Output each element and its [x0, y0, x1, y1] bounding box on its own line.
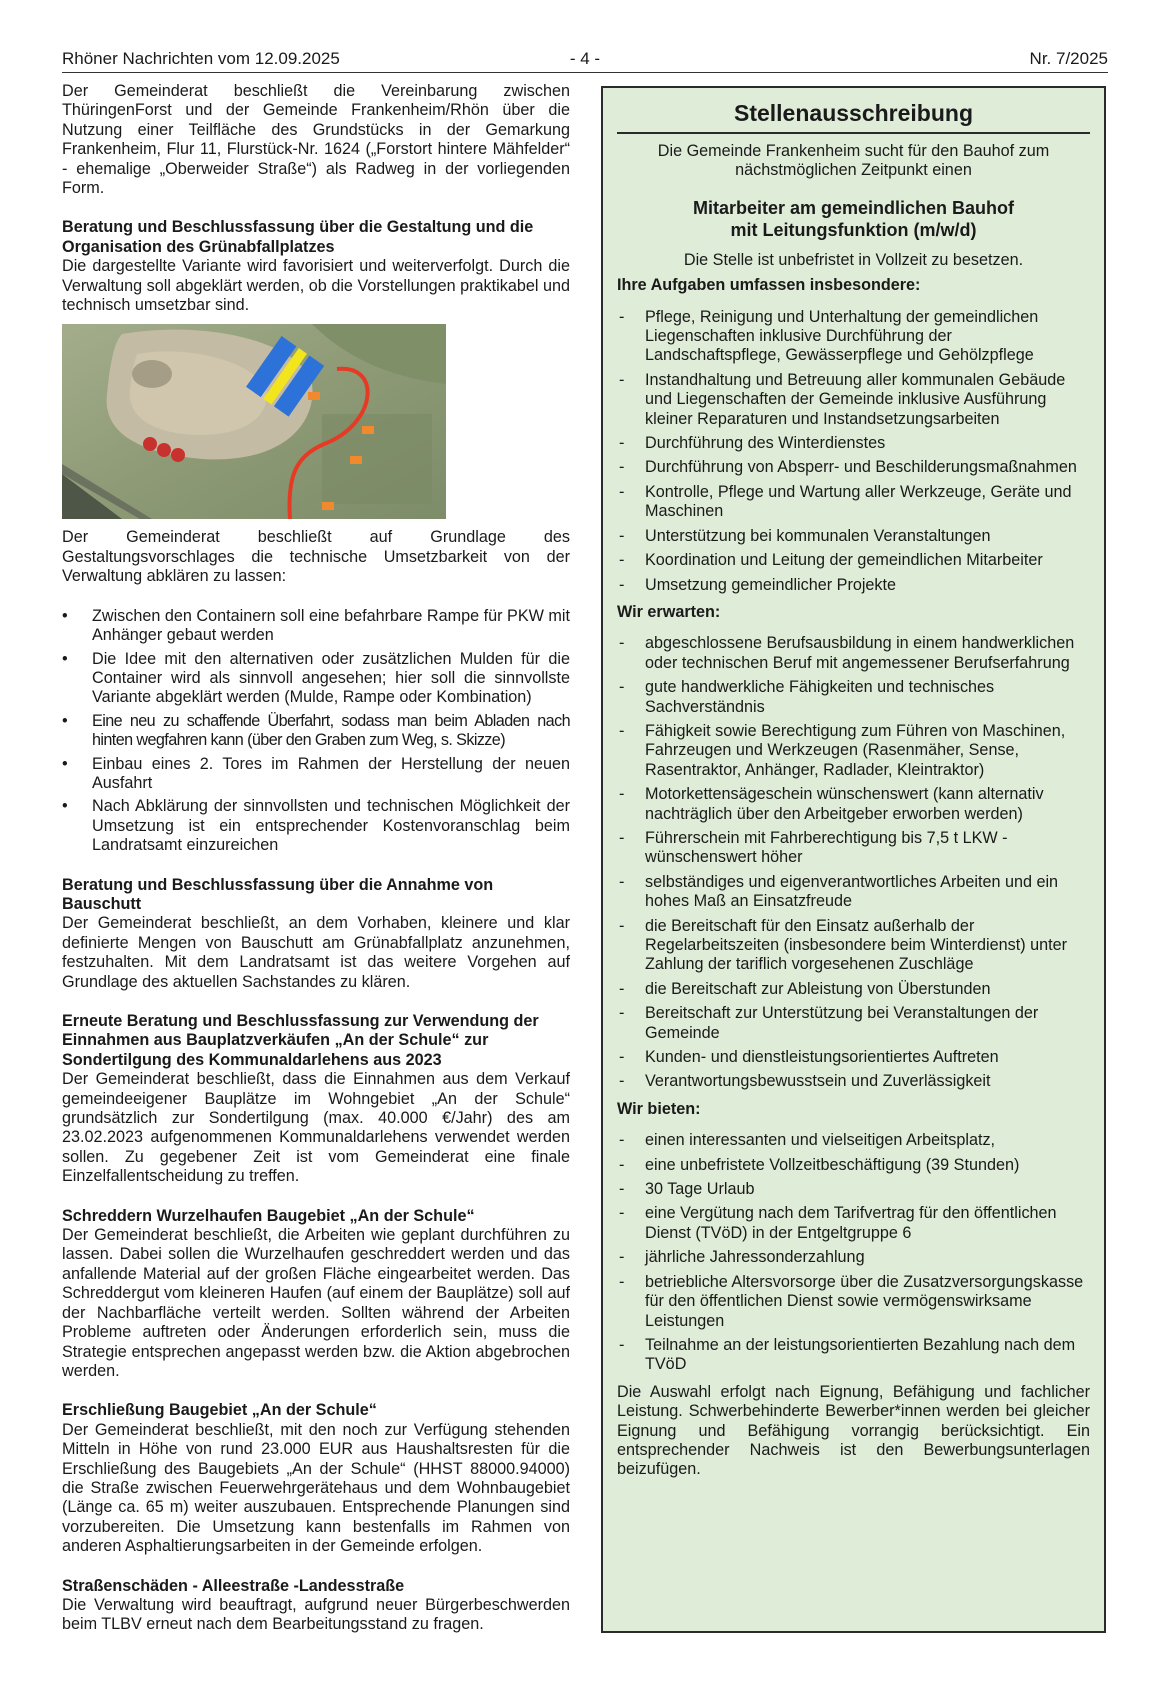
heading-bauschutt: Beratung und Beschlussfassung über die Annahme von Bauschutt	[62, 875, 494, 913]
dash-marker: -	[619, 458, 625, 477]
dash-marker: -	[619, 1131, 625, 1150]
bullet-marker: •	[62, 649, 68, 668]
list-item: - Durchführung von Absperr- und Beschilderungsmaßnahmen	[619, 458, 1077, 477]
dash-marker: -	[619, 721, 625, 740]
job-ad-title: Stellenausschreibung	[617, 98, 1090, 134]
list-item: - Durchführung des Winterdienstes	[619, 434, 886, 453]
list-item: - Umsetzung gemeindlicher Projekte	[619, 575, 897, 594]
list-item: - Kontrolle, Pflege und Wartung aller Werkzeuge, Geräte und Maschinen	[619, 482, 1072, 521]
site-aerial-photo	[62, 324, 446, 519]
dash-marker: -	[619, 1180, 625, 1199]
header-page-number: - 4 -	[569, 49, 601, 68]
list-item: • Nach Abklärung der sinnvollsten und technischen Möglichkeit der Umsetzung ist ein entsprechender Kostenvoranschlag beim Landratsamt einzureichen	[62, 797, 570, 855]
paragraph-gruenabfallplatz: Die dargestellte Variante wird favorisiert und weiterverfolgt. Durch die Verwaltung soll abgeklärt werden, ob die Vorstellungen praktikabel und technisch umsetzbar sind.	[62, 257, 570, 315]
dash-marker: -	[619, 526, 625, 545]
list-item: - Fähigkeit sowie Berechtigung zum Führen von Maschinen, Fahrzeugen und Werkzeugen (Rasenmäher, Sense, Rasentraktor, Anhänger, Radlader, Kleintraktor)	[619, 721, 1066, 779]
list-item: - 30 Tage Urlaub	[619, 1180, 755, 1199]
list-item: - Koordination und Leitung der gemeindlichen Mitarbeiter	[619, 551, 1043, 570]
list-item: • Zwischen den Containern soll eine befahrbare Rampe für PKW mit Anhänger gebaut werden	[62, 606, 570, 645]
list-item: - eine Vergütung nach dem Tarifvertrag für den öffentlichen Dienst (TVöD) in der Entgeltgruppe 6	[619, 1204, 1057, 1242]
tasks-list	[617, 308, 1090, 595]
dash-marker: -	[619, 1155, 625, 1174]
job-terms: Die Stelle ist unbefristet in Vollzeit zu besetzen.	[683, 250, 1024, 269]
list-item: • Die Idee mit den alternativen oder zusätzlichen Mulden für die Container wird als sinnvoll angesehen; hier soll die sinnvollste Variante abgeklärt werden (Mulde, Rampe oder Kombination)	[62, 649, 570, 707]
dash-marker: -	[619, 1004, 625, 1023]
dash-marker: -	[619, 1204, 625, 1223]
expectations-heading: Wir erwarten:	[617, 602, 721, 621]
paragraph-gestaltungsvorschlag: Der Gemeinderat beschließt auf Grundlage des Gestaltungsvorschlages die technische Umsetzbarkeit von der Verwaltung abklären zu lassen:	[62, 528, 570, 586]
offer-heading: Wir bieten:	[617, 1099, 701, 1118]
dash-marker: -	[619, 828, 625, 847]
dash-marker: -	[619, 785, 625, 804]
list-item: - die Bereitschaft für den Einsatz außerhalb der Regelarbeitszeiten (insbesondere beim Winterdienst) unter Zahlung der tariflich vorgesehenen Zuschläge	[619, 916, 1067, 974]
list-item: - Instandhaltung und Betreuung aller kommunalen Gebäude und Liegenschaften der Gemeinde inklusive Ausführung kleiner Reparaturen und Instandsetzungsarbeiten	[619, 370, 1066, 428]
job-title-line2: mit Leitungsfunktion (m/w/d)	[730, 219, 977, 240]
job-title-line1: Mitarbeiter am gemeindlichen Bauhof	[692, 197, 1015, 218]
bullet-marker: •	[62, 754, 68, 773]
list-item: - gute handwerkliche Fähigkeiten und technisches Sachverständnis	[619, 678, 995, 716]
heading-wurzelhaufen: Schreddern Wurzelhaufen Baugebiet „An der Schule“	[62, 1206, 475, 1225]
bullet-marker: •	[62, 797, 68, 816]
offer-list	[617, 1131, 1090, 1374]
paragraph-bauschutt: Der Gemeinderat beschließt, an dem Vorhaben, kleinere und klar definierte Mengen von Bauschutt am Grünabfallplatz anzunehmen, festzuhalten. Mit dem Landratsamt ist das weitere Vorgehen auf Grundlage des aktuellen Sachstandes zu klären.	[62, 914, 570, 991]
list-item: - abgeschlossene Berufsausbildung in einem handwerklichen oder technischen Beruf mit angemessener Berufserfahrung	[619, 634, 1075, 672]
list-item: - jährliche Jahressonderzahlung	[619, 1248, 865, 1267]
list-item: - eine unbefristete Vollzeitbeschäftigung (39 Stunden)	[619, 1155, 1020, 1174]
dash-marker: -	[619, 1272, 625, 1291]
dash-marker: -	[619, 551, 625, 570]
list-item: - Teilnahme an der leistungsorientierten Bezahlung nach dem TVöD	[619, 1335, 1076, 1374]
dash-marker: -	[619, 575, 625, 594]
dash-marker: -	[619, 678, 625, 697]
list-item: - Pflege, Reinigung und Unterhaltung der gemeindlichen Liegenschaften inklusive Durchführung der Landschaftspflege, Gewässerpflege und Gehölzpflege	[619, 307, 1039, 365]
heading-strassenschaeden: Straßenschäden - Alleestraße -Landesstraße	[62, 1576, 405, 1595]
list-item: - Motorkettensägeschein wünschenswert (kann alternativ nachträglich über den Arbeitgeber erworben werden)	[619, 785, 1044, 823]
heading-gruenabfallplatz: Beratung und Beschlussfassung über die Gestaltung und die Organisation des Grünabfallplatzes	[62, 218, 534, 256]
dash-marker: -	[619, 482, 625, 501]
paragraph-bauplatzverkaeufe: Der Gemeinderat beschließt, dass die Einnahmen aus dem Verkauf gemeindeeigener Bauplätze im Wohngebiet „An der Schule“ grundsätzlich zur Sondertilgung (max. 40.000 €/Jahr) des am 23.02.2023 aufgenommenen Kommunaldarlehens verwendet werden sollen. Zu gegebener Zeit ist vom Gemeinderat eine finale Einzelfallentscheidung zu treffen.	[62, 1070, 570, 1186]
list-item: - die Bereitschaft zur Ableistung von Überstunden	[619, 979, 991, 998]
dash-marker: -	[619, 1048, 625, 1067]
bullet-marker: •	[62, 606, 68, 625]
job-ad-intro: Die Gemeinde Frankenheim sucht für den Bauhof zum nächstmöglichen Zeitpunkt einen	[657, 142, 1050, 180]
dash-marker: -	[619, 872, 625, 891]
heading-erschliessung: Erschließung Baugebiet „An der Schule“	[62, 1401, 377, 1420]
list-item: - betriebliche Altersvorsorge über die Zusatzversorgungskasse für den öffentlichen Dienst sowie vermögenswirksame Leistungen	[619, 1272, 1084, 1330]
job-title	[617, 197, 1090, 241]
paragraph-radweg: Der Gemeinderat beschließt die Vereinbarung zwischen ThüringenForst und der Gemeinde Frankenheim/Rhön über die Nutzung einer Teilfläche des Grundstücks in der Gemarkung Frankenheim, Flur 11, Flurstück-Nr. 1624 („Forstort hintere Mähfelder“ - ehemalige „Oberweider Straße“) als Radweg in der vorliegenden Form.	[62, 82, 570, 198]
expectations-list	[617, 634, 1090, 1092]
job-advertisement-box	[601, 86, 1106, 1633]
list-item: - Unterstützung bei kommunalen Veranstaltungen	[619, 526, 991, 545]
paragraph-wurzelhaufen: Der Gemeinderat beschließt, die Arbeiten wie geplant durchführen zu lassen. Dabei sollen die Wurzelhaufen geschreddert werden und das anfallende Material auf der großen Fläche eingearbeitet werden. Das Schreddergut vom kleineren Haufen (auf einem der Bauplätze) soll auf der Nachbarfläche verteilt werden. Sollten während der Arbeiten Probleme auftreten oder Änderungen erforderlich sein, muss die Strategie entsprechen angepasst werden bzw. die Aktion abgebrochen werden.	[62, 1226, 570, 1380]
list-item: - Bereitschaft zur Unterstützung bei Veranstaltungen der Gemeinde	[619, 1004, 1039, 1042]
dash-marker: -	[619, 307, 625, 326]
dash-marker: -	[619, 634, 625, 653]
measures-list	[62, 607, 570, 856]
list-item: - Verantwortungsbewusstsein und Zuverlässigkeit	[619, 1072, 991, 1091]
tasks-heading: Ihre Aufgaben umfassen insbesondere:	[617, 276, 921, 295]
dash-marker: -	[619, 370, 625, 389]
list-item: • Eine neu zu schaffende Überfahrt, sodass man beim Abladen nach hinten wegfahren kann (über den Graben zum Weg, s. Skizze)	[62, 711, 570, 750]
header-issue-number: Nr. 7/2025	[1029, 49, 1108, 68]
dash-marker: -	[619, 1248, 625, 1267]
selection-note: Die Auswahl erfolgt nach Eignung, Befähigung und fachlicher Leistung. Schwerbehinderte Bewerber*innen werden bei gleicher Eignung und Befähigung vorrangig berücksichtigt. Ein entsprechender Nachweis ist den Bewerbungsunterlagen beizufügen.	[617, 1382, 1090, 1479]
dash-marker: -	[619, 1072, 625, 1091]
page-header	[62, 48, 1108, 73]
paragraph-strassenschaeden: Die Verwaltung wird beauftragt, aufgrund neuer Bürgerbeschwerden beim TLBV erneut nach dem Bearbeitungsstand zu fragen.	[62, 1595, 570, 1634]
list-item: - selbständiges und eigenverantwortliches Arbeiten und ein hohes Maß an Einsatzfreude	[619, 872, 1059, 911]
dash-marker: -	[619, 1335, 625, 1354]
bullet-marker: •	[62, 711, 68, 730]
site-sketch-graphic	[62, 324, 446, 519]
list-item: - Führerschein mit Fahrberechtigung bis 7,5 t LKW - wünschenswert höher	[619, 828, 1008, 867]
paragraph-erschliessung: Der Gemeinderat beschließt, mit den noch zur Verfügung stehenden Mitteln in Höhe von rund 23.000 EUR aus Haushaltsresten für die Erschließung des Baugebiets „An der Schule“ (HHST 88000.94000) die Straße zwischen Feuerwehrgerätehaus und dem Wohnbaugebiet (Länge ca. 65 m) weiter auszubauen. Entsprechende Planungen sind vorzubereiten. Die Umsetzung kann bestenfalls im Rahmen von anderen Asphaltierungsarbeiten in der Gemeinde erfolgen.	[62, 1420, 570, 1556]
dash-marker: -	[619, 916, 625, 935]
left-column	[62, 82, 570, 1635]
list-item: • Einbau eines 2. Tores im Rahmen der Herstellung der neuen Ausfahrt	[62, 754, 570, 792]
list-item: - einen interessanten und vielseitigen Arbeitsplatz,	[619, 1131, 996, 1150]
dash-marker: -	[619, 979, 625, 998]
dash-marker: -	[619, 434, 625, 453]
header-publication: Rhöner Nachrichten vom 12.09.2025	[62, 49, 340, 68]
heading-bauplatzverkaeufe: Erneute Beratung und Beschlussfassung zur Verwendung der Einnahmen aus Bauplatzverkäufen „An der Schule“ zur Sondertilgung des Kommunaldarlehens aus 2023	[62, 1012, 539, 1069]
list-item: - Kunden- und dienstleistungsorientiertes Auftreten	[619, 1048, 999, 1067]
